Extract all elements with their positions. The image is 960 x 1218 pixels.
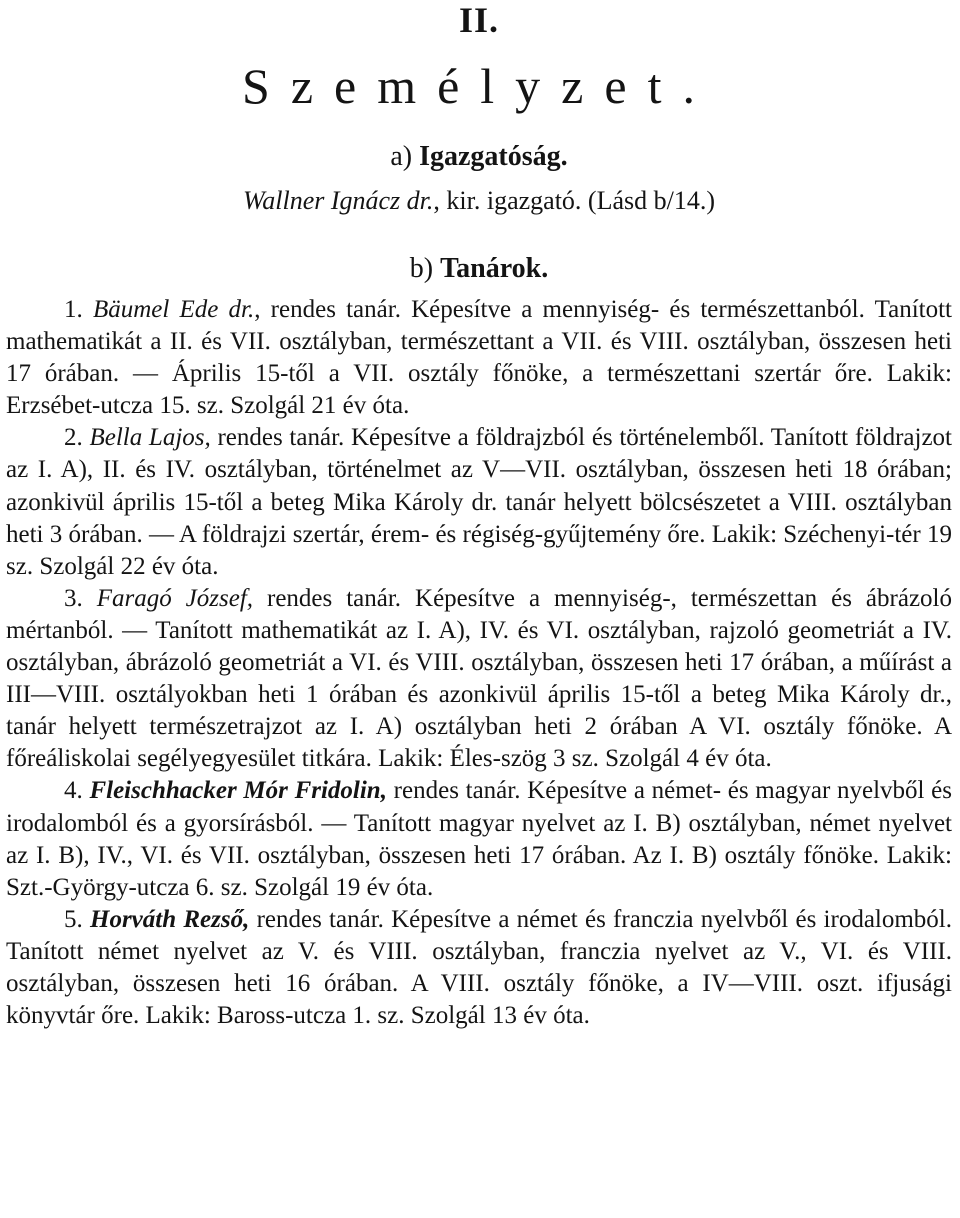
chapter-number: II.	[458, 0, 500, 40]
teacher-name: Horváth Rezső,	[90, 905, 250, 933]
teacher-name: Bella Lajos,	[89, 424, 211, 452]
teacher-entry-1	[6, 294, 952, 422]
teacher-name: Faragó József,	[96, 584, 254, 612]
section-a-heading	[6, 140, 952, 174]
entry-text: rendes tanár. Képesítve a földrajzból és történelemből. Tanított földrajzot az I. A), II. és IV. osztályban, történelmet az V—VII. osztályban, összesen heti 18 órában; azonkivül április 15-től a beteg Mika Károly dr. tanár helyett bölcsészetet a VIII. osztályban heti 3 órában. — A földrajzi szertár, érem- és régiség-gyűjtemény őre. Lakik: Széchenyi-tér 19 sz. Szolgál 22 év óta.	[6, 424, 953, 580]
page-title: Személyzet.	[242, 58, 716, 114]
teacher-name: Bäumel Ede dr.	[92, 296, 255, 323]
section-b-title: Tanárok.	[440, 253, 549, 284]
entry-text: rendes tanár. Képesítve a mennyiség-, természettan és ábrázoló mértanból. — Tanított mathematikát az I. A), IV. és VI. osztályban, rajzoló geometriát a IV. osztályban, ábrázoló geometriát a VI. és VIII. osztályban, összesen heti 17 órában, a műírást a III—VIII. osztályokban heti 1 órában és azonkivül április 15-től a beteg Mika Károly dr., tanár helyett természetrajzot az I. A) osztályban heti 2 órában A VI. osztály főnöke. A főreáliskolai segélyegyesület titkára. Lakik: Éles-szög 3 sz. Szolgál 4 év óta.	[6, 584, 952, 773]
entry-number: 3.	[64, 584, 97, 612]
entry-text: rendes tanár. Képesítve a német és franczia nyelvből és irodalomból. Tanított német nyelvet az V. és VIII. osztályban, franczia nyelvet az V., VI. és VIII. osztályban, összesen heti 16 órában. A VIII. osztály főnöke, a IV—VIII. oszt. ifjusági könyvtár őre. Lakik: Baross-utcza 1. sz. Szolgál 13 év óta.	[6, 905, 952, 1030]
entry-number: 5.	[64, 905, 90, 933]
entry-number: 1.	[64, 296, 93, 323]
director-details: , kir. igazgató. (Lásd b/14.)	[433, 186, 716, 215]
section-a-title: Igazgatóság.	[419, 141, 568, 172]
entry-number: 4.	[64, 777, 90, 805]
section-b-heading	[6, 252, 952, 286]
teacher-entry-3	[6, 583, 952, 776]
section-b-prefix: b)	[409, 253, 441, 284]
section-a-prefix: a)	[390, 141, 420, 172]
entry-text: , rendes tanár. Képesítve a mennyiség- és természettanból. Tanított mathematikát a II. és VII. osztályban, természettant a VII. és VIII. osztályban, összesen heti 17 órában. — Április 15-től a VII. osztály főnöke, a természettani szertár őre. Lakik: Erzsébet-utcza 15. sz. Szolgál 21 év óta.	[6, 296, 953, 420]
teacher-entry-2	[6, 422, 952, 582]
teacher-entry-5	[6, 904, 952, 1032]
teacher-name: Fleischhacker Mór Fridolin,	[89, 777, 387, 805]
teacher-entry-4	[6, 775, 952, 903]
director-line	[6, 184, 952, 218]
director-name: Wallner Ignácz dr.	[242, 186, 434, 215]
entry-number: 2.	[64, 424, 90, 452]
document-page	[6, 0, 952, 1218]
entry-text: rendes tanár. Képesítve a német- és magyar nyelvből és irodalomból és a gyorsírásból. — Tanított magyar nyelvet az I. B) osztályban, német nyelvet az I. B), IV., VI. és VII. osztályban, összesen heti 17 órában. Az I. B) osztály főnöke. Lakik: Szt.-György-utcza 6. sz. Szolgál 19 év óta.	[6, 777, 953, 901]
teacher-list	[6, 294, 952, 1032]
